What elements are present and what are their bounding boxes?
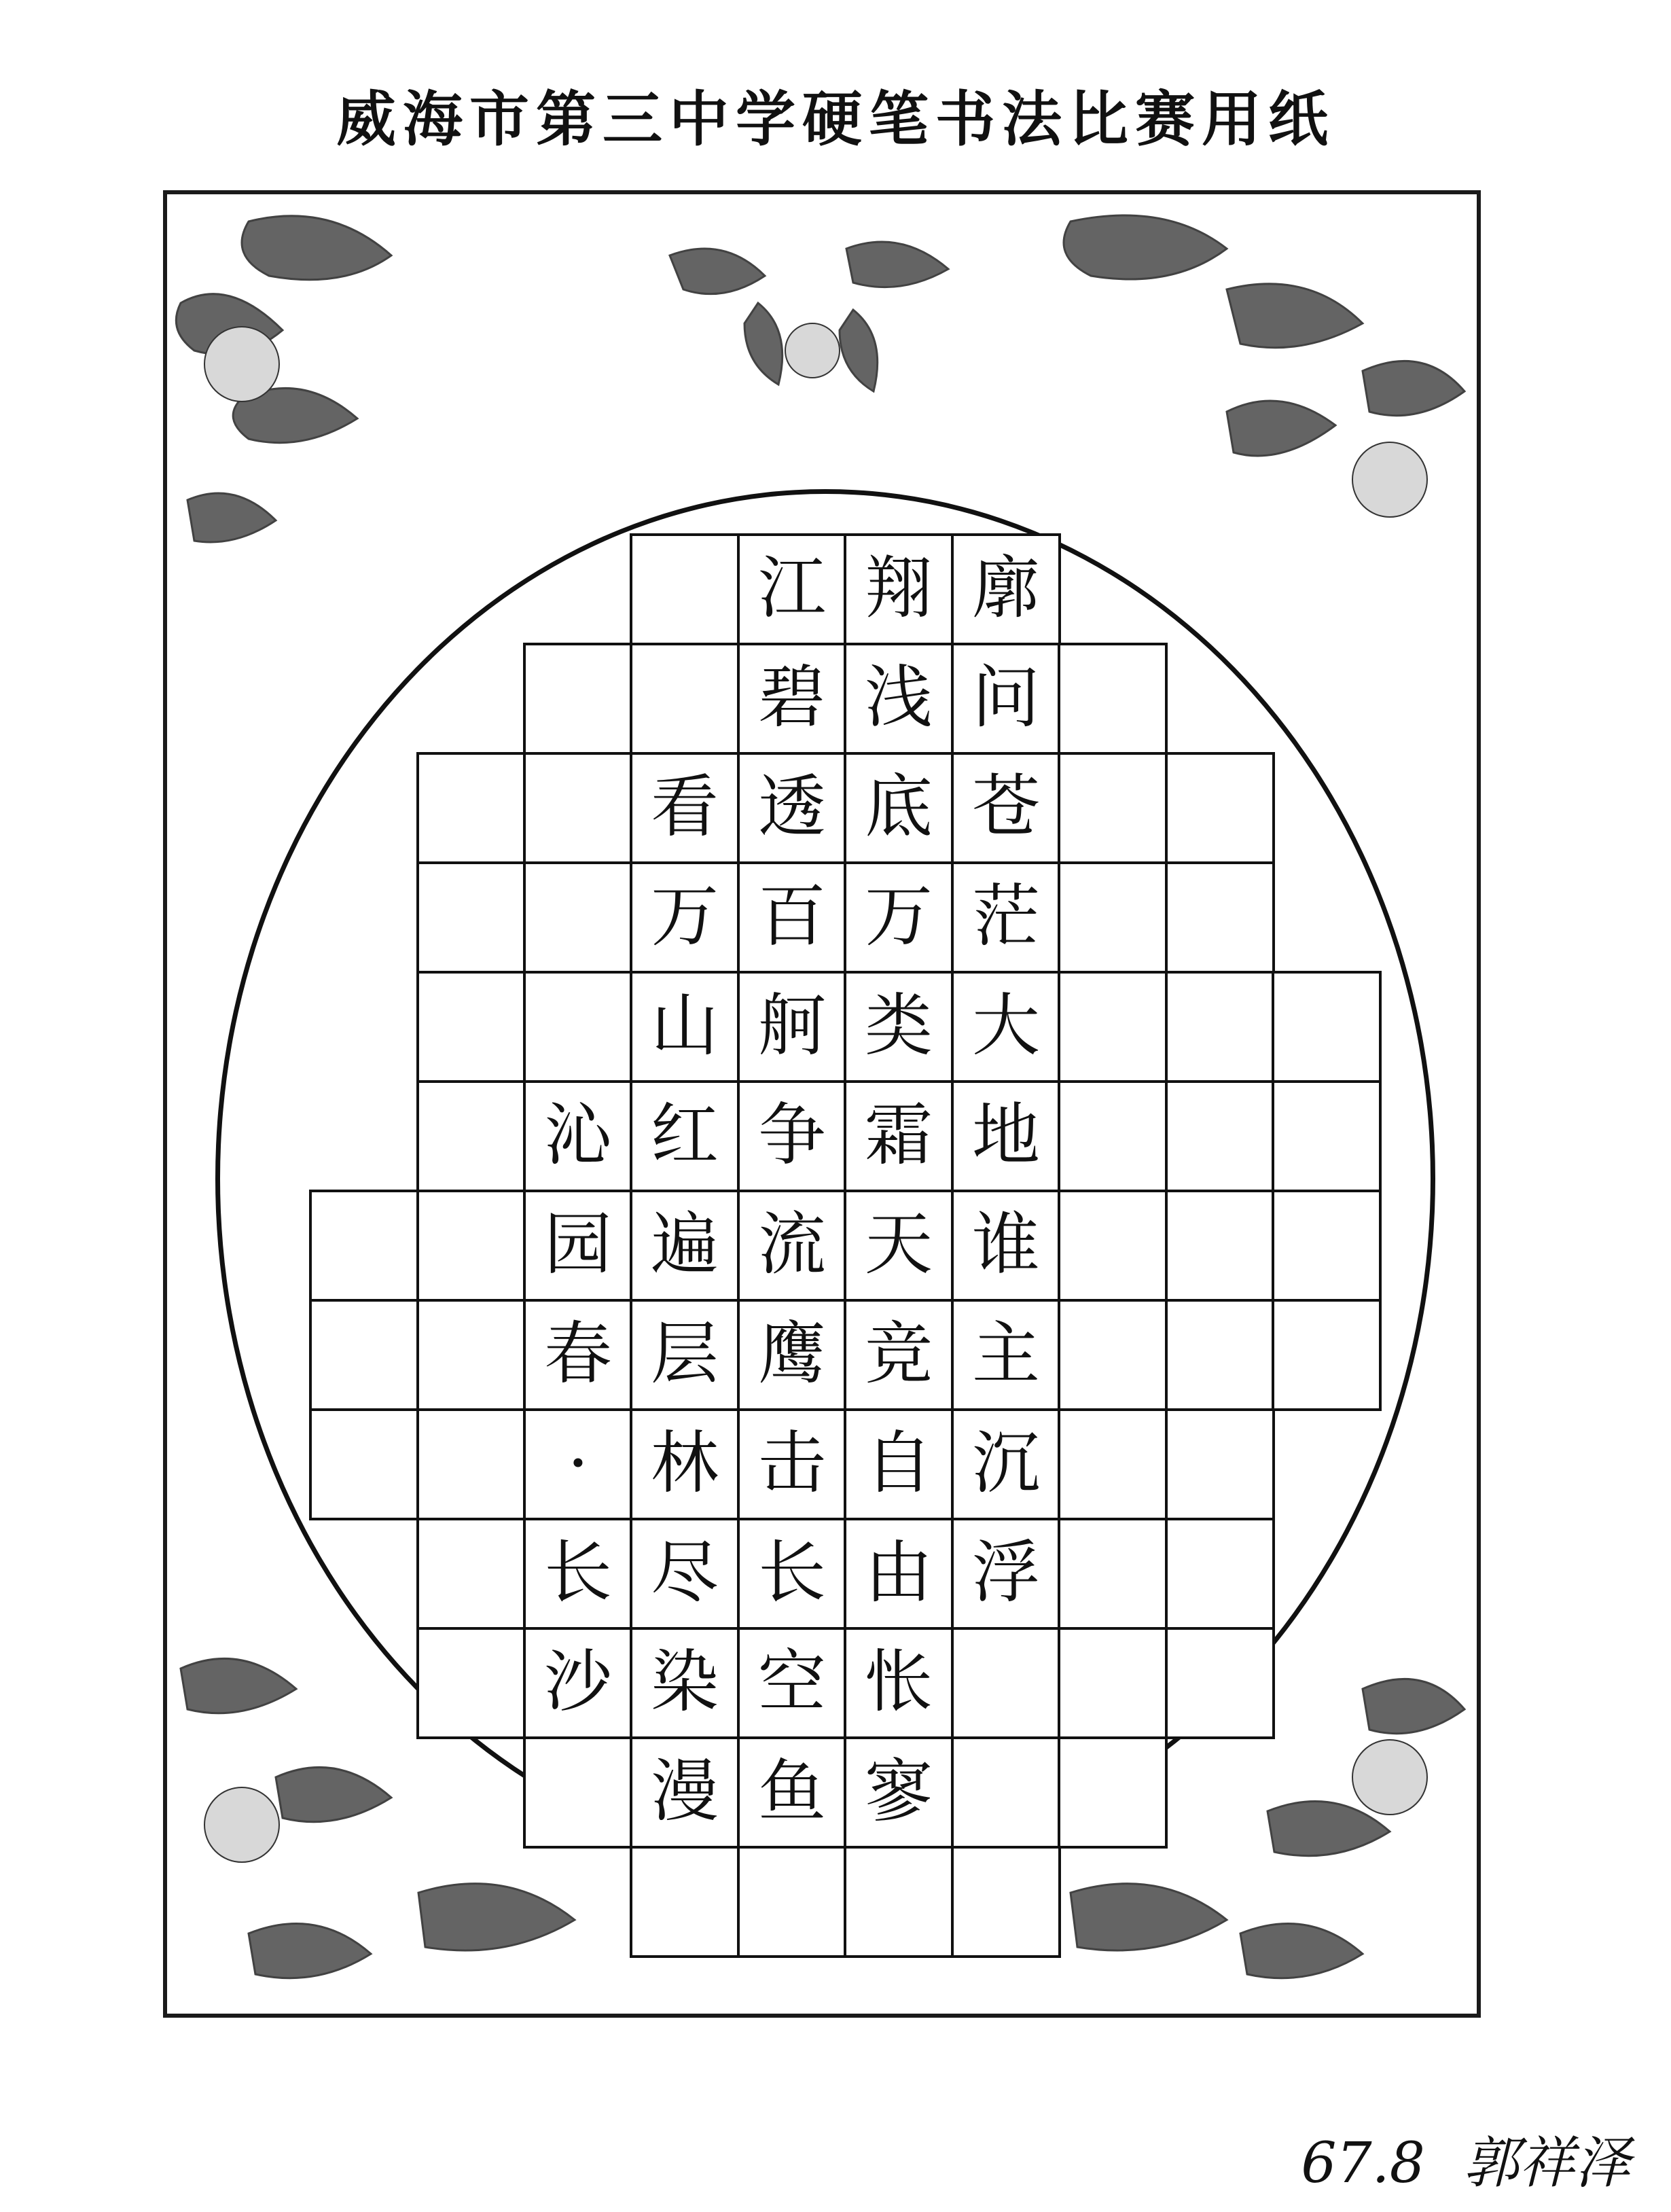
author-name: 郭祥泽 [1463,2131,1630,2196]
poem-character [420,1521,523,1624]
score: 67.8 [1301,2131,1425,2196]
poem-character: 漫 [651,1751,719,1831]
poem-character: 百 [758,876,826,956]
poem-character [954,1630,1058,1734]
poem-character: 沁 [544,1095,612,1175]
poem-character: 问 [972,658,1040,737]
page-title: 威海市第三中学硬笔书法比赛用纸 [336,84,1335,154]
poem-character: 怅 [865,1642,933,1722]
grid-cell [1272,1080,1382,1192]
poem-character [420,755,523,859]
poem-character: 大 [972,986,1040,1065]
grid-cell [523,643,633,755]
grid-cell [951,1846,1061,1958]
poem-character: 长 [544,1533,612,1612]
poem-character: 浮 [972,1533,1040,1612]
grid-cell [1272,1190,1382,1302]
grid-cell [951,1736,1061,1849]
poem-character: 染 [651,1642,719,1722]
poem-character: 天 [865,1205,933,1284]
grid-cell [1058,1736,1168,1849]
poem-character: 沉 [972,1423,1040,1503]
poem-character [420,1084,523,1187]
poem-character: 底 [865,767,933,846]
poem-character: 地 [972,1095,1040,1175]
poem-character [420,1740,523,1843]
poem-character: 谁 [972,1205,1040,1284]
grid-cell [1165,752,1275,864]
poem-character [526,1849,630,1952]
poem-character: 空 [758,1642,826,1722]
poem-character [633,646,736,749]
grid-cell [1058,752,1168,864]
poem-character: 竞 [865,1314,933,1393]
poem-character: 浅 [865,658,933,737]
grid-cell [1165,971,1275,1083]
score-and-signature [1301,2119,1630,2198]
grid-cell [1058,1299,1168,1411]
poem-character: 争 [758,1095,826,1175]
grid-cell [630,533,740,645]
grid-cell [630,1846,740,1958]
grid-cell [1165,1627,1275,1739]
poem-character: 山 [651,986,719,1065]
poem-character: 击 [758,1423,826,1503]
grid-cell [1058,861,1168,974]
poem-character: 主 [972,1314,1040,1393]
grid-cell [1058,643,1168,755]
poem-character: 舸 [758,986,826,1065]
grid-cell [309,1408,419,1520]
poem-character: 尽 [651,1533,719,1612]
poem-character: 春 [544,1314,612,1393]
poem-character: 霜 [865,1095,933,1175]
poem-character: 层 [651,1314,719,1393]
poem-character [420,1193,523,1296]
grid-cell [1058,1518,1168,1630]
poem-character [420,974,523,1077]
poem-character [526,865,630,968]
poem-character: 茫 [972,876,1040,956]
poem-character: 林 [651,1423,719,1503]
grid-cell [1058,1190,1168,1302]
poem-character: 由 [865,1533,933,1612]
grid-cell [1165,1080,1275,1192]
poem-character: 园 [544,1205,612,1284]
poem-character: 寥 [865,1751,933,1831]
poem-character [420,865,523,968]
poem-character: 苍 [972,767,1040,846]
poem-character: 翔 [865,548,933,628]
grid-cell [1058,1627,1168,1739]
poem-character [420,1849,523,1952]
poem-character [420,1630,523,1734]
poem-character [420,1302,523,1406]
poem-character [420,1412,523,1515]
poem-character: 万 [651,876,719,956]
grid-cell [1165,1408,1275,1520]
poem-character: 廓 [972,548,1040,628]
poem-character: 沙 [544,1642,612,1722]
poem-character: 鱼 [758,1751,826,1831]
grid-cell [1165,1190,1275,1302]
grid-cell [1165,1299,1275,1411]
poem-character: 万 [865,876,933,956]
poem-character: 遍 [651,1205,719,1284]
poem-character: 流 [758,1205,826,1284]
grid-cell [844,1846,954,1958]
poem-character: 碧 [758,658,826,737]
poem-character [526,755,630,859]
poem-character [526,974,630,1077]
poem-character: 鹰 [758,1314,826,1393]
grid-cell [1058,1080,1168,1192]
poem-character [526,1740,630,1843]
grid-cell [1272,1299,1382,1411]
poem-character: · [567,1423,589,1503]
poem-character: 自 [865,1423,933,1503]
poem-character: 长 [758,1533,826,1612]
grid-cell [1272,971,1382,1083]
grid-cell [1165,1518,1275,1630]
poem-character: 红 [651,1095,719,1175]
poem-character: 透 [758,767,826,846]
grid-cell [309,1299,419,1411]
grid-cell [1058,1408,1168,1520]
poem-character: 江 [758,548,826,628]
grid-cell [309,1190,419,1302]
grid-cell [737,1846,847,1958]
grid-cell [1165,861,1275,974]
grid-cell [1058,971,1168,1083]
poem-character: 类 [865,986,933,1065]
poem-character: 看 [651,767,719,846]
